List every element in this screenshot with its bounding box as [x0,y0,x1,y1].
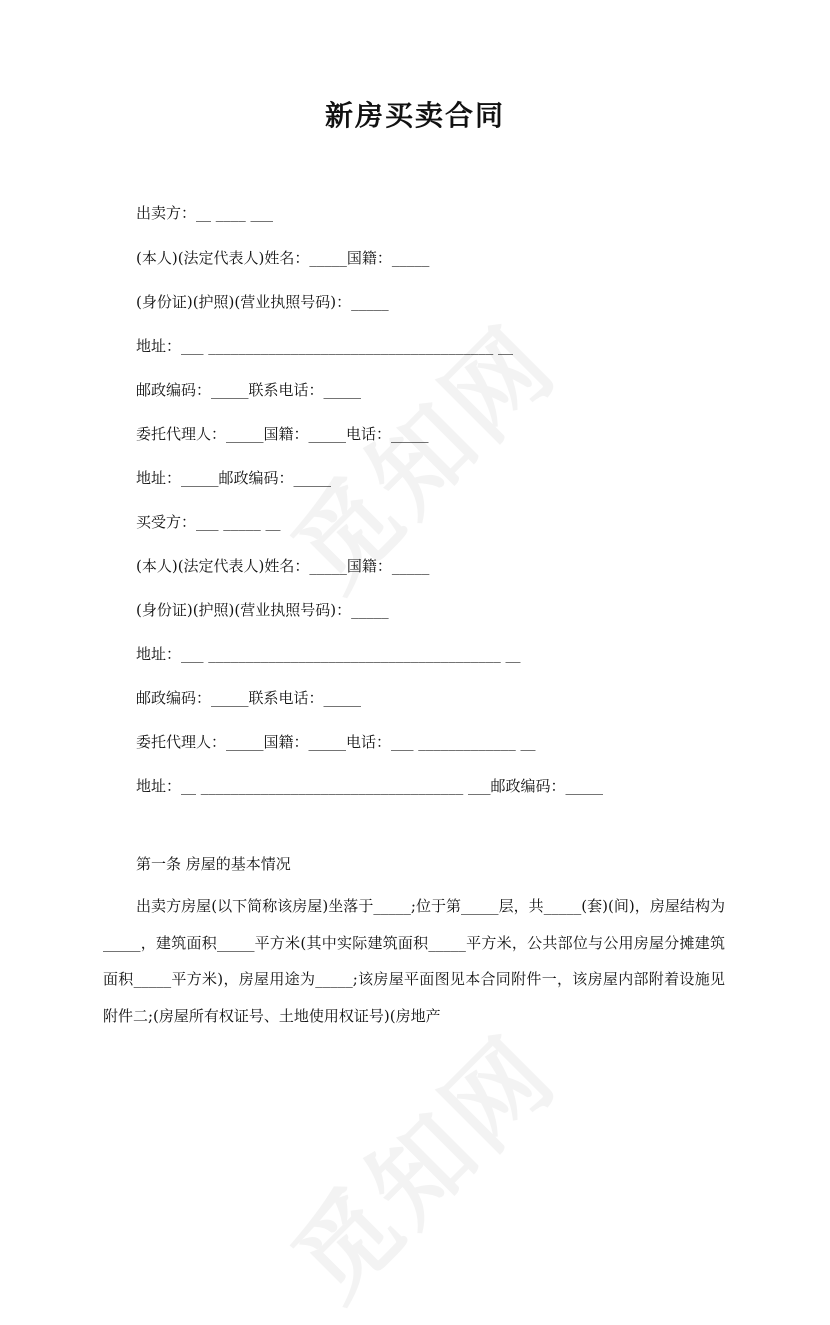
section1-heading: 第一条 房屋的基本情况 [136,855,291,873]
seller-party-line: 出卖方：__ ____ ___ [136,204,274,222]
document-title: 新房买卖合同 [324,99,505,132]
section1-body: 出卖方房屋(以下简称该房屋)坐落于_____;位于第_____层，共_____(套)(间)，房屋结构为_____，建筑面积_____平方米(其中实际建筑面积_____平方米，公共部位与公用房屋分摊建筑面积_____平方米)，房屋用途为_____;该房屋平面图见本合同附件一，该房屋内部附着设施见附件二;(房屋所有权证号、土地使用权证号)(房地产 [103,897,725,1025]
seller-address-line: 地址：___ ______________________________________ __ [136,337,514,355]
buyer-party-line: 买受方：___ _____ __ [136,513,281,531]
buyer-postcode-line: 邮政编码：_____联系电话：_____ [136,689,362,707]
seller-agent-line: 委托代理人：_____国籍：_____电话：_____ [136,425,429,443]
buyer-agent-address-line: 地址：__ ___________________________________ ___邮政编码：_____ [136,777,604,795]
buyer-address-line: 地址：___ _______________________________________ __ [136,645,521,663]
watermark-bottom [256,999,583,1325]
seller-postcode-line: 邮政编码：_____联系电话：_____ [136,381,362,399]
seller-name-line: (本人)(法定代表人)姓名：_____国籍：_____ [136,249,430,267]
buyer-agent-line: 委托代理人：_____国籍：_____电话：___ _____________ __ [136,733,536,751]
buyer-id-line: (身份证)(护照)(营业执照号码)：_____ [136,601,389,619]
buyer-name-line: (本人)(法定代表人)姓名：_____国籍：_____ [136,557,430,575]
seller-id-line: (身份证)(护照)(营业执照号码)：_____ [136,293,389,311]
seller-agent-address-line: 地址：_____邮政编码：_____ [136,469,332,487]
